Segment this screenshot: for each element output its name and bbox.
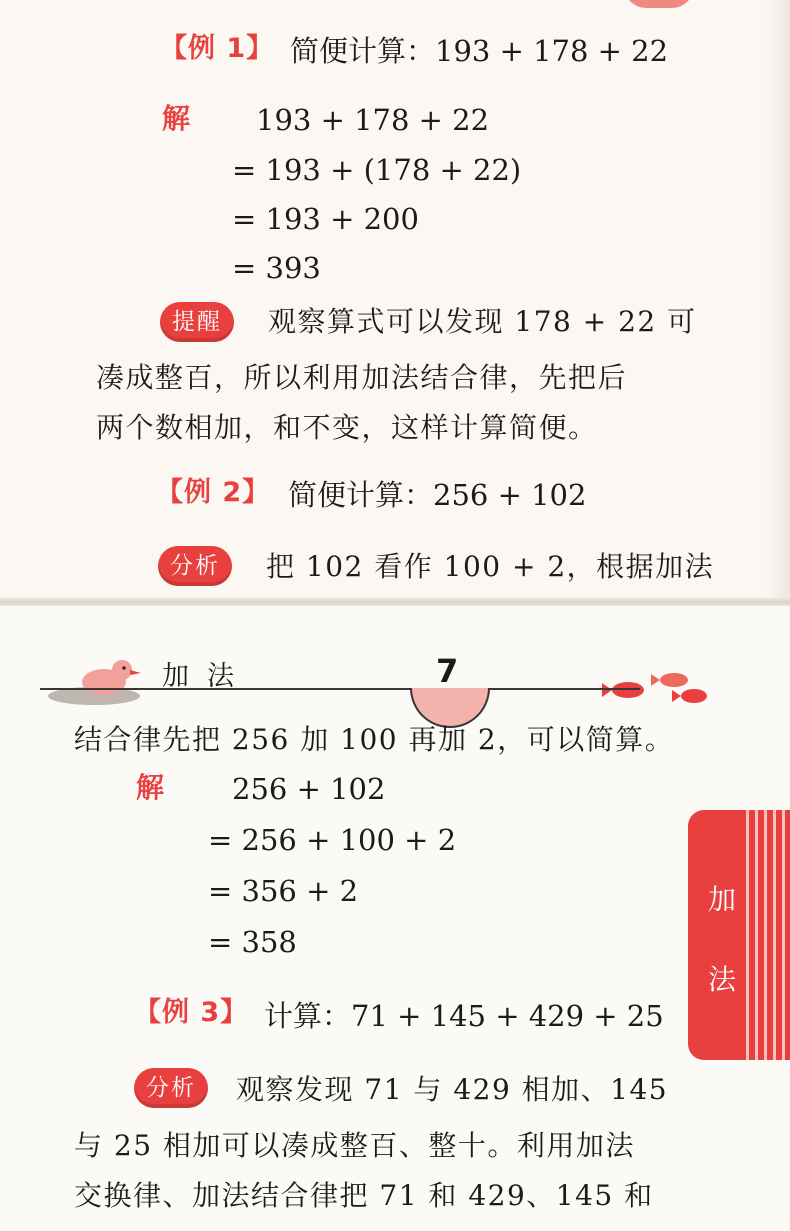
example-1-tag: 【例 1】 (160, 33, 275, 64)
hint-line-2: 凑成整百，所以利用加法结合律，先把后 (96, 361, 628, 394)
side-tab-char-1: 加 (707, 883, 736, 916)
side-tab-ruler (746, 810, 790, 1060)
page-edge-shadow (764, 0, 790, 600)
analysis-line-continued: 结合律先把 256 加 100 再加 2，可以简算。 (74, 723, 675, 756)
example-3-analysis-line-1: 观察发现 71 与 429 相加、145 (236, 1073, 669, 1106)
example-1-step-2: = 193 + (178 + 22) (232, 153, 522, 187)
example-3-analysis-line-3: 交换律、加法结合律把 71 和 429、145 和 (74, 1179, 654, 1212)
example-1-step-1: 193 + 178 + 22 (256, 103, 490, 137)
chapter-side-tab (688, 810, 790, 1060)
side-tab-char-2: 法 (707, 963, 736, 996)
example-2-tag: 【例 2】 (156, 477, 271, 508)
hint-badge: 提醒 (160, 302, 234, 342)
hint-line-1: 观察算式可以发现 178 + 22 可 (268, 305, 697, 338)
example-2-step-3: = 356 + 2 (208, 874, 359, 908)
example-2-prompt: 简便计算：256 + 102 (288, 478, 587, 512)
example-3-analysis-line-2: 与 25 相加可以凑成整百、整十。利用加法 (74, 1129, 635, 1162)
decorative-blob (624, 0, 694, 8)
example-1-step-3: = 193 + 200 (232, 202, 419, 236)
duck-icon (44, 652, 144, 712)
example-1-solution-label: 解 (162, 102, 191, 135)
header-rule (40, 688, 640, 690)
analysis-line-1: 把 102 看作 100 + 2，根据加法 (266, 550, 715, 583)
example-3-prompt: 计算：71 + 145 + 429 + 25 (264, 999, 664, 1033)
analysis-badge-1: 分析 (158, 546, 232, 586)
example-2-solution-label: 解 (136, 771, 165, 804)
example-3-tag: 【例 3】 (134, 997, 249, 1028)
example-2-step-4: = 358 (208, 925, 297, 959)
example-2-step-2: = 256 + 100 + 2 (208, 823, 457, 857)
hint-line-3: 两个数相加，和不变，这样计算简便。 (96, 411, 598, 444)
page-number: 7 (436, 652, 459, 690)
example-2-step-1: 256 + 102 (232, 772, 386, 806)
analysis-badge-2: 分析 (134, 1068, 208, 1108)
example-1-prompt: 简便计算：193 + 178 + 22 (290, 34, 669, 68)
upper-page (0, 0, 790, 606)
running-header-title: 加法 (162, 661, 252, 692)
example-1-step-4: = 393 (232, 251, 321, 285)
